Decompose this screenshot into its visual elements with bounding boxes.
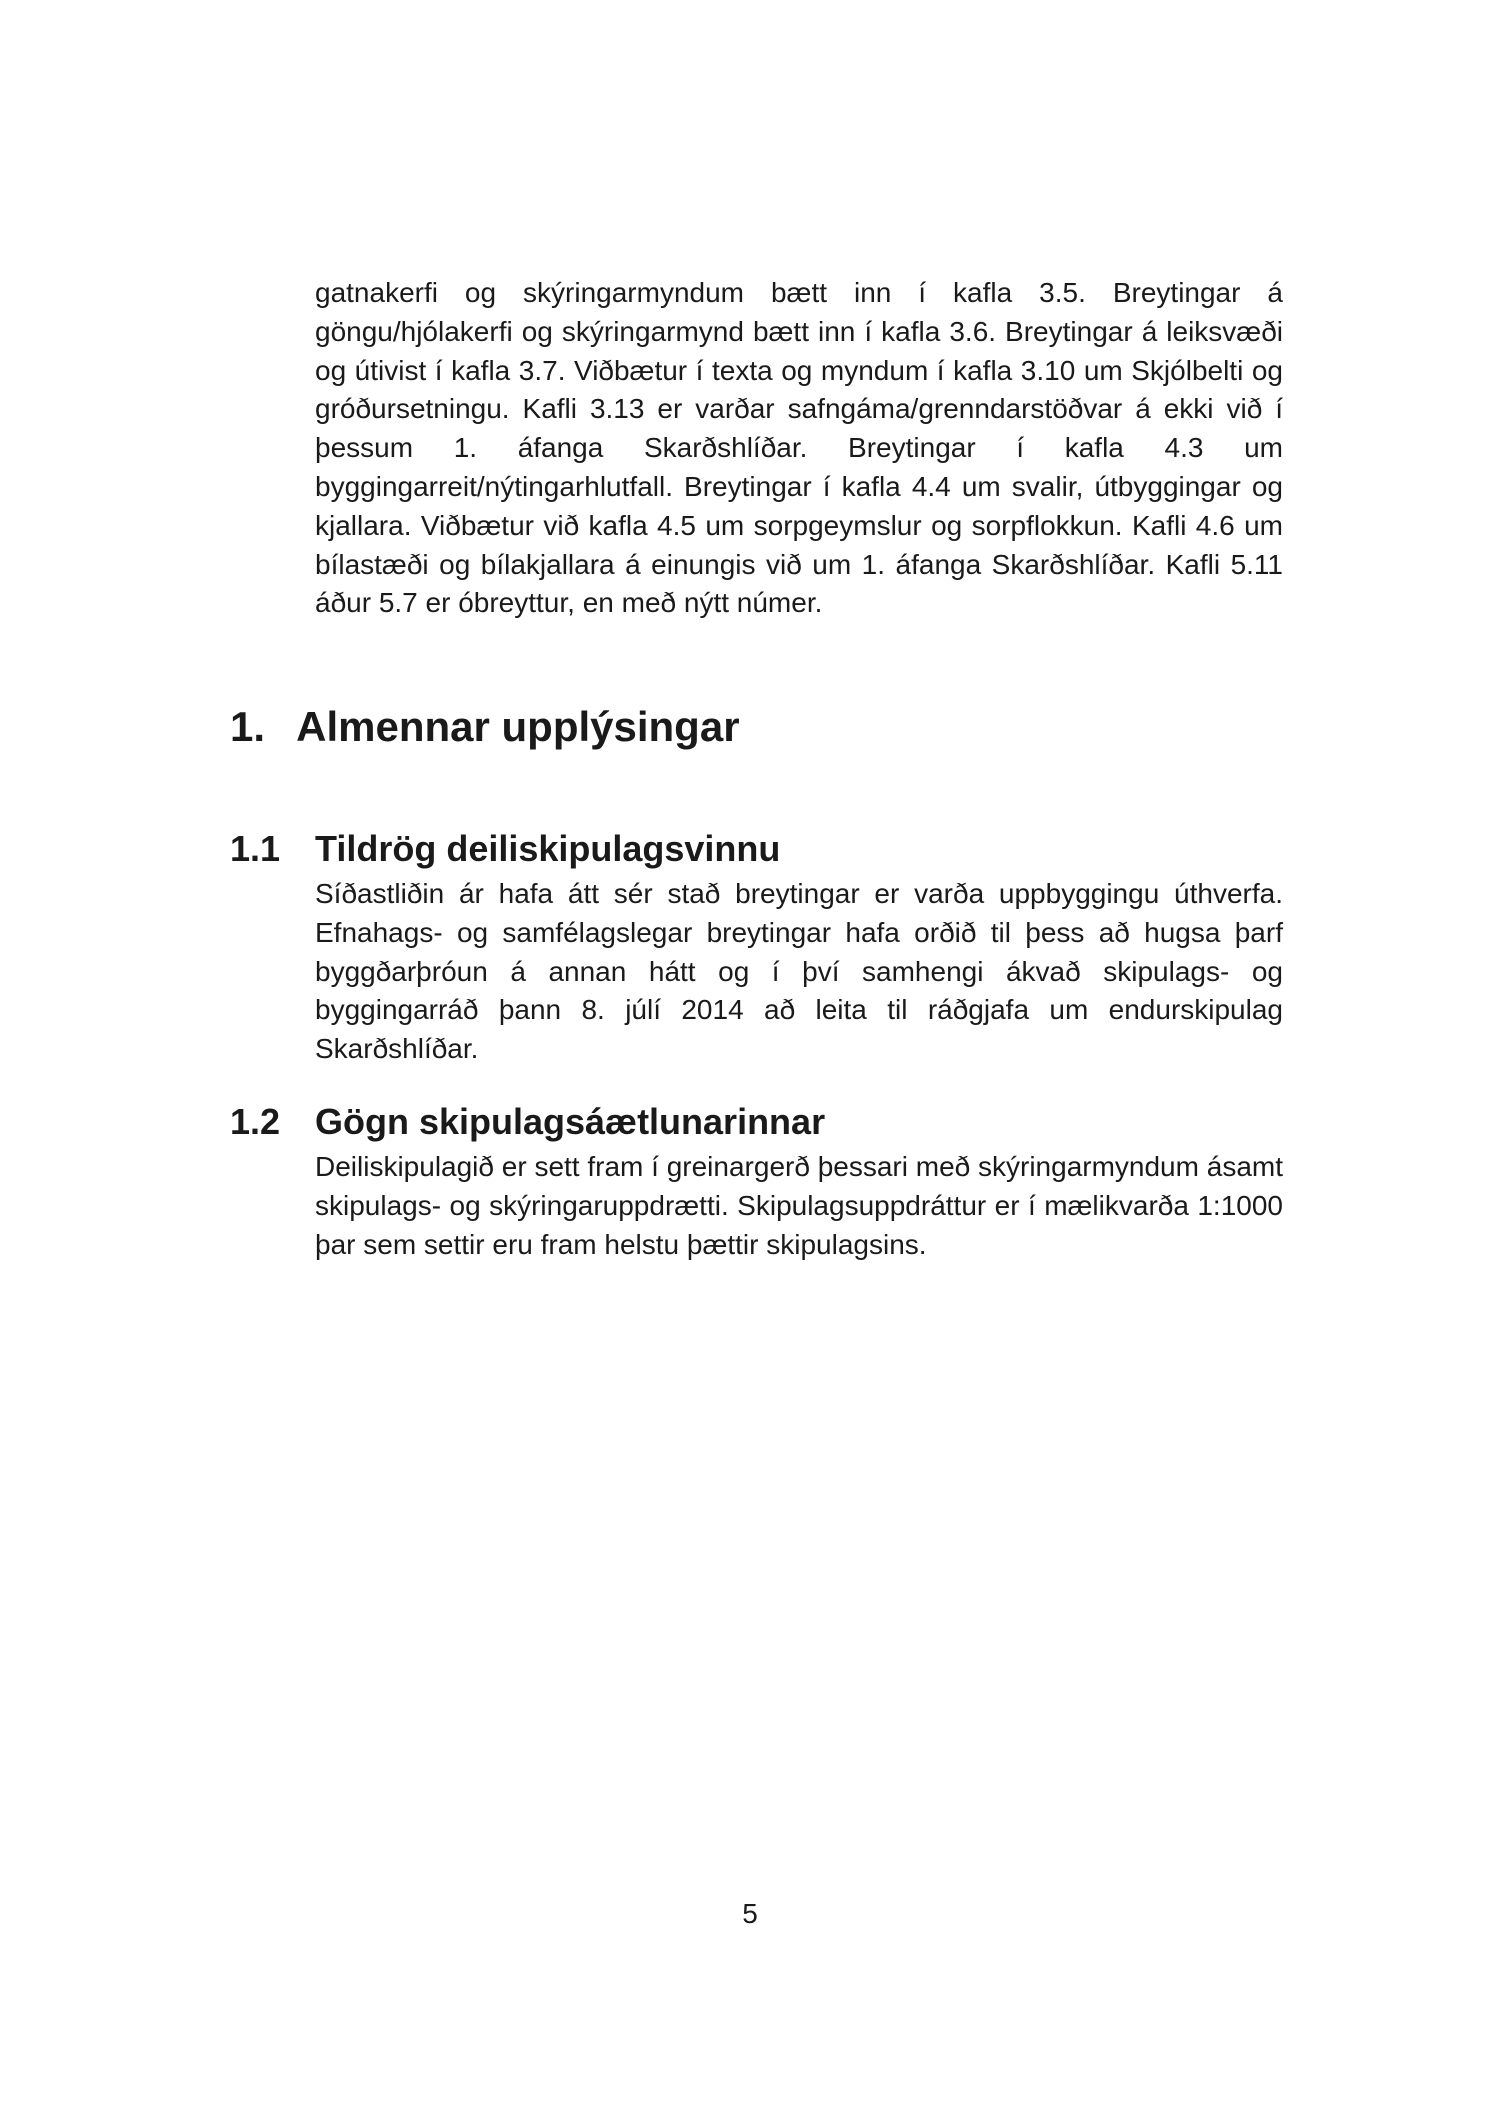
intro-paragraph: gatnakerfi og skýringarmyndum bætt inn í kafla 3.5. Breytingar á göngu/hjólakerfi og skýringarmynd bætt inn í kafla 3.6. Breytingar á leiksvæði og útivist í kafla 3.7. Viðbætur í texta og myndum í kafla 3.10 um Skjólbelti og gróðursetningu. Kafli 3.13 er varðar safngáma/grenndarstöðvar á ekki við í þessum 1. áfanga Skarðshlíðar. Breytingar í kafla 4.3 um byggingarreit/nýtingarhlutfall. Breytingar í kafla 4.4 um svalir, útbyggingar og kjallara. Viðbætur við kafla 4.5 um sorpgeymslur og sorpflokkun. Kafli 4.6 um bílastæði og bílakjallara á einungis við um 1. áfanga Skarðshlíðar. Kafli 5.11 áður 5.7 er óbreyttur, en með nýtt númer.: [315, 277, 1283, 619]
section-heading: [230, 827, 1283, 871]
chapter-title: Almennar upplýsingar: [296, 703, 740, 750]
section-1-1: [230, 827, 1283, 1069]
section-number: 1.1: [230, 828, 281, 869]
section-body: Síðastliðin ár hafa átt sér stað breytingar er varða uppbyggingu úthverfa. Efnahags- og samfélagslegar breytingar hafa orðið til þess að hugsa þarf byggðarþróun á annan hátt og í því samhengi ákvað skipulags- og byggingarráð þann 8. júlí 2014 að leita til ráðgjafa um endurskipulag Skarðshlíðar.: [315, 878, 1283, 1065]
section-title: Tildrög deiliskipulagsvinnu: [315, 828, 781, 869]
section-number: 1.2: [230, 1101, 281, 1142]
chapter-number: 1.: [230, 703, 266, 750]
page-number: 5: [742, 1898, 758, 1929]
section-title: Gögn skipulagsáætlunarinnar: [315, 1101, 826, 1142]
section-heading: [230, 1100, 1283, 1144]
chapter-heading: [230, 702, 740, 752]
section-1-2: [230, 1100, 1283, 1264]
section-body: Deiliskipulagið er sett fram í greinargerð þessari með skýringarmyndum ásamt skipulags- og skýringaruppdrætti. Skipulagsuppdráttur er í mælikvarða 1:1000 þar sem settir eru fram helstu þættir skipulagsins.: [315, 1151, 1283, 1260]
